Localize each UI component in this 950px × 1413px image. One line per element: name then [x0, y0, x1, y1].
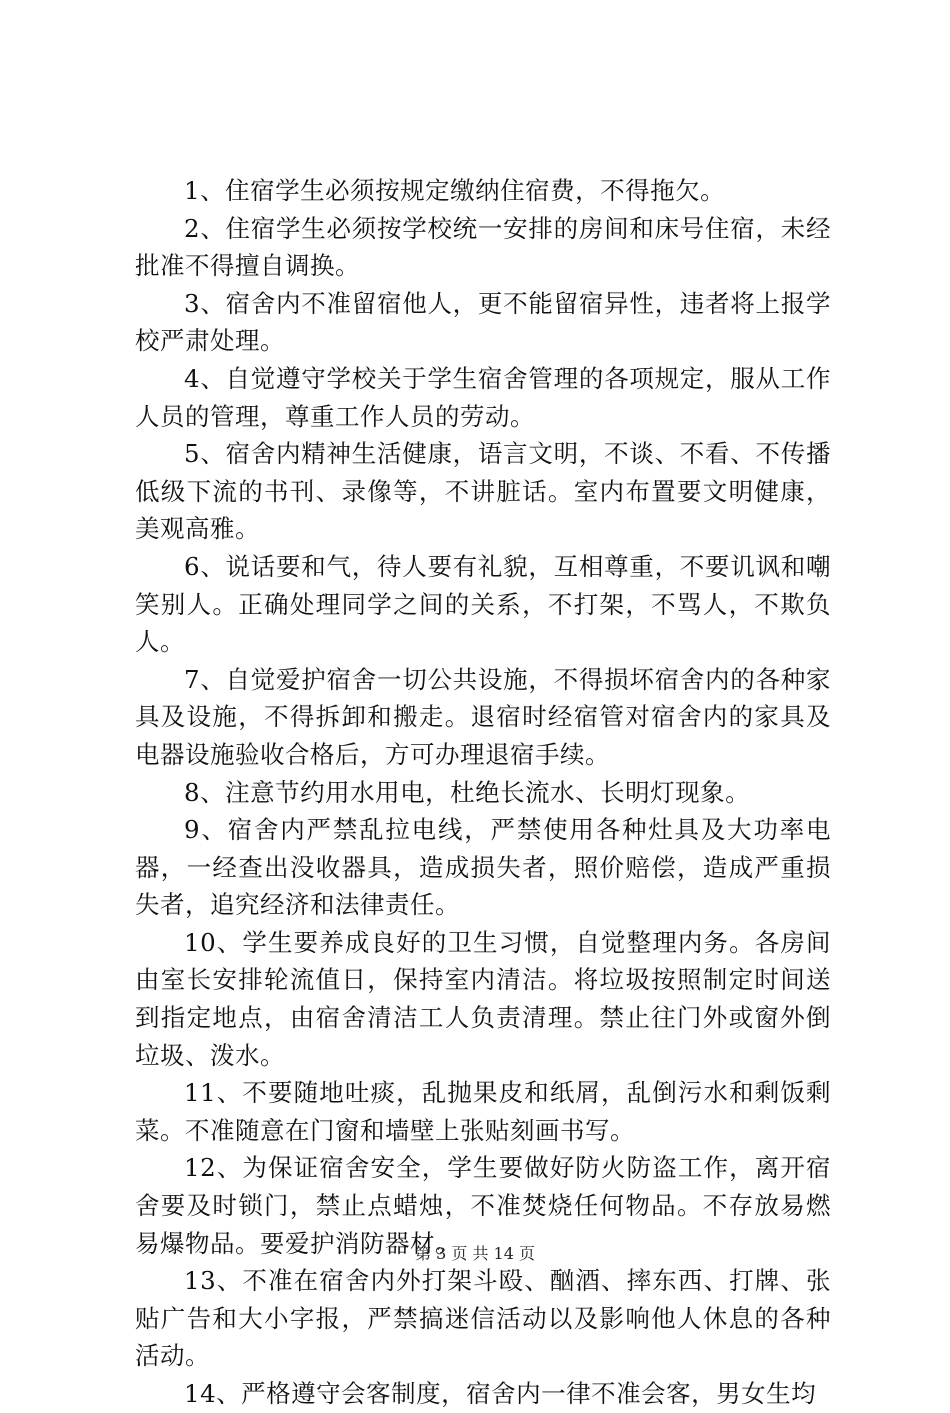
- page-number-footer: 第 3 页 共 14 页: [415, 1244, 535, 1263]
- rule-paragraph-13: 13、不准在宿舍内外打架斗殴、酗酒、摔东西、打牌、张贴广告和大小字报，严禁搞迷信活动以及影响他人休息的各种活动。: [135, 1266, 831, 1371]
- rule-paragraph-8: 8、注意节约用水用电，杜绝长流水、长明灯现象。: [184, 777, 751, 807]
- rule-paragraph-7: 7、自觉爱护宿舍一切公共设施，不得损坏宿舍内的各种家具及设施，不得拆卸和搬走。退宿时经宿管对宿舍内的家具及电器设施验收合格后，方可办理退宿手续。: [135, 664, 831, 769]
- rule-paragraph-2: 2、住宿学生必须按学校统一安排的房间和床号住宿，未经批准不得擅自调换。: [135, 213, 831, 281]
- rule-paragraph-4: 4、自觉遵守学校关于学生宿舍管理的各项规定，服从工作人员的管理，尊重工作人员的劳动。: [135, 363, 831, 431]
- document-body: [135, 172, 831, 1413]
- rule-paragraph-11: 11、不要随地吐痰，乱抛果皮和纸屑，乱倒污水和剩饭剩菜。不准随意在门窗和墙壁上张贴刻画书写。: [135, 1078, 831, 1145]
- rule-paragraph-9: 9、宿舍内严禁乱拉电线，严禁使用各种灶具及大功率电器，一经查出没收器具，造成损失者，照价赔偿，造成严重损失者，追究经济和法律责任。: [135, 815, 831, 920]
- rule-paragraph-3: 3、宿舍内不准留宿他人，更不能留宿异性，违者将上报学校严肃处理。: [135, 288, 831, 356]
- rule-paragraph-1: 1、住宿学生必须按规定缴纳住宿费，不得拖欠。: [184, 176, 726, 205]
- rule-paragraph-6: 6、说话要和气，待人要有礼貌，互相尊重，不要讥讽和嘲笑别人。正确处理同学之间的关系，不打架，不骂人，不欺负人。: [135, 551, 831, 657]
- rule-paragraph-5: 5、宿舍内精神生活健康，语言文明，不谈、不看、不传播低级下流的书刊、录像等，不讲脏话。室内布置要文明健康，美观高雅。: [135, 439, 831, 544]
- rule-paragraph-14: 14、严格遵守会客制度，宿舍内一律不准会客，男女生均: [184, 1379, 817, 1408]
- rule-paragraph-10: 10、学生要养成良好的卫生习惯，自觉整理内务。各房间由室长安排轮流值日，保持室内清洁。将垃圾按照制定时间送到指定地点，由宿舍清洁工人负责清理。禁止往门外或窗外倒垃圾、泼水。: [135, 927, 831, 1070]
- rule-paragraph-12: 12、为保证宿舍安全，学生要做好防火防盗工作，离开宿舍要及时锁门，禁止点蜡烛，不准焚烧任何物品。不存放易燃易爆物品。要爱护消防器材。: [135, 1153, 831, 1258]
